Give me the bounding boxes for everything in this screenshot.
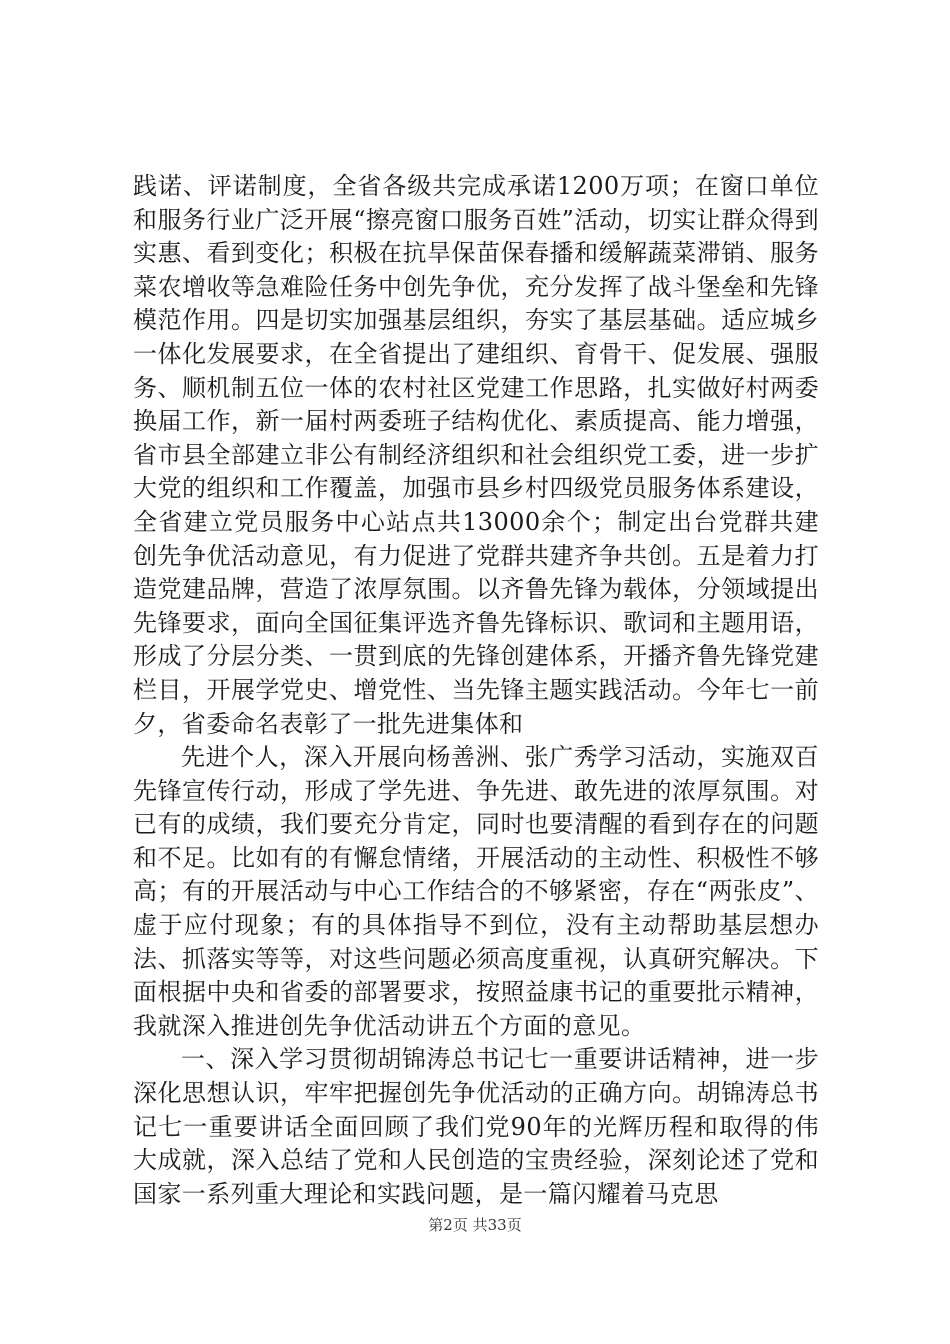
paragraph-1: 践诺、评诺制度，全省各级共完成承诺1200万项；在窗口单位和服务行业广泛开展“擦亮窗口服务百姓”活动，切实让群众得到实惠、看到变化；积极在抗旱保苗保春播和缓解蔬菜滞销、服务菜农增收等急难险任务中创先争优，充分发挥了战斗堡垒和先锋模范作用。四是切实加强基层组织，夯实了基层基础。适应城乡一体化发展要求，在全省提出了建组织、育骨干、促发展、强服务、顺机制五位一体的农村社区党建工作思路，扎实做好村两委换届工作，新一届村两委班子结构优化、素质提高、能力增强，省市县全部建立非公有制经济组织和社会组织党工委，进一步扩大党的组织和工作覆盖，加强市县乡村四级党员服务体系建设，全省建立党员服务中心站点共13000余个；制定出台党群共建创先争优活动意见，有力促进了党群共建齐争共创。五是着力打造党建品牌，营造了浓厚氛围。以齐鲁先锋为载体，分领域提出先锋要求，面向全国征集评选齐鲁先锋标识、歌词和主题用语，形成了分层分类、一贯到底的先锋创建体系，开播齐鲁先锋党建栏目，开展学党史、增党性、当先锋主题实践活动。今年七一前夕，省委命名表彰了一批先进集体和 — [133, 172, 819, 738]
paragraph-3: 一、深入学习贯彻胡锦涛总书记七一重要讲话精神，进一步深化思想认识，牢牢把握创先争优活动的正确方向。胡锦涛总书记七一重要讲话全面回顾了我们党90年的光辉历程和取得的伟大成就，深入总结了党和人民创造的宝贵经验，深刻论述了党和国家一系列重大理论和实践问题，是一篇闪耀着马克思 — [133, 1045, 819, 1208]
paragraph-2: 先进个人，深入开展向杨善洲、张广秀学习活动，实施双百先锋宣传行动，形成了学先进、争先进、敢先进的浓厚氛围。对已有的成绩，我们要充分肯定，同时也要清醒的看到存在的问题和不足。比如有的有懈怠情绪，开展活动的主动性、积极性不够高；有的开展活动与中心工作结合的不够紧密，存在“两张皮”、虚于应付现象；有的具体指导不到位，没有主动帮助基层想办法、抓落实等等，对这些问题必须高度重视，认真研究解决。下面根据中央和省委的部署要求，按照益康书记的重要批示精神，我就深入推进创先争优活动讲五个方面的意见。 — [133, 743, 819, 1040]
document-body — [133, 170, 819, 1211]
page-number-footer: 第2页 共33页 — [428, 1216, 522, 1234]
